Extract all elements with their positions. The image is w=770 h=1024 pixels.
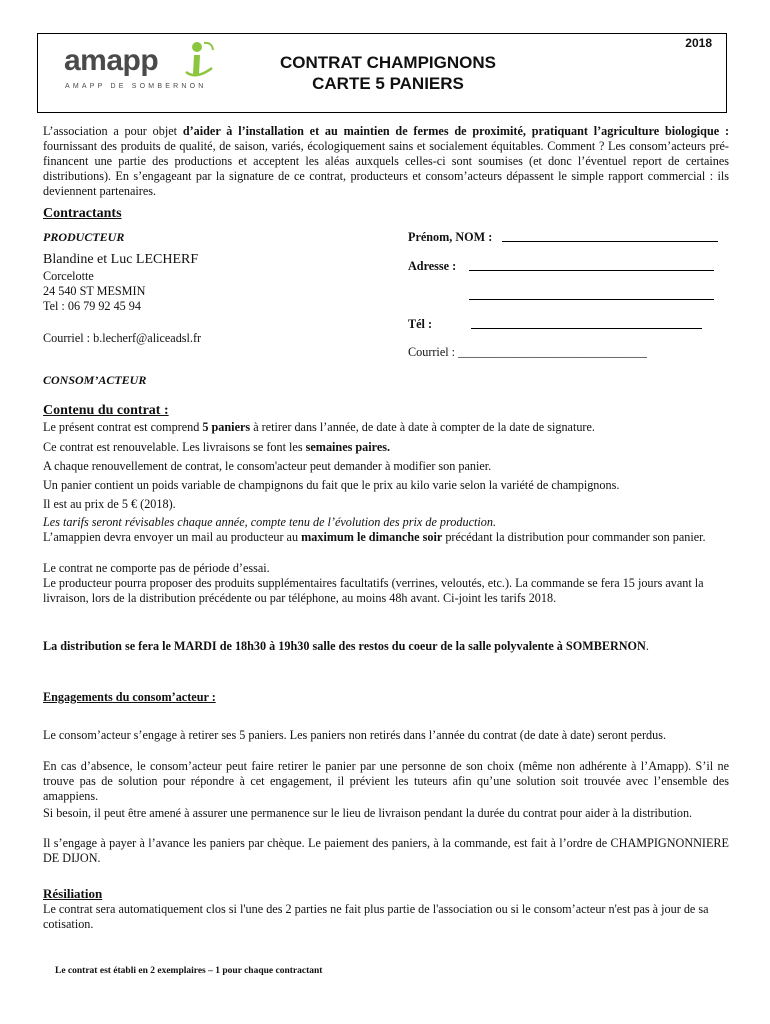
contractants-heading: Contractants — [43, 206, 122, 221]
adresse-field-2[interactable] — [469, 299, 714, 300]
courriel-field[interactable]: _______________________________ — [458, 345, 648, 359]
intro-text-a: L’association a pour objet — [43, 124, 183, 138]
year: 2018 — [685, 36, 712, 50]
contenu-line-5: Il est au prix de 5 € (2018). — [43, 497, 176, 511]
intro-text-b: fournissant des produits de qualité, de saison, variés, écologiquement sains et socialement équitables. Comment ? Les consom’acteurs pré-financent une partie des productions et acceptent les aléas auxquels celles-ci sont soumises (et donc l’éventuel report de certaines distributions). En s’engageant par la signature de ce contrat, producteurs et consom’acteurs dépassent le simple rapport commercial : ils deviennent partenaires. — [43, 139, 729, 198]
contenu-l2-a: Ce contrat est renouvelable. Les livraisons se font les — [43, 440, 306, 454]
engagements-p1: Le consom’acteur s’engage à retirer ses 5 paniers. Les paniers non retirés dans l’année du contrat (de date à date) seront perdus. — [43, 728, 666, 742]
logo-text: amapp — [64, 44, 159, 77]
courriel-row — [408, 345, 647, 360]
contenu-heading: Contenu du contrat : — [43, 403, 169, 418]
tel-label: Tél : — [408, 317, 433, 331]
distribution-end: . — [645, 639, 649, 653]
prenom-label: Prénom, NOM : — [408, 230, 493, 244]
prenom-field[interactable] — [502, 241, 718, 242]
engagements-p4: Il s’engage à payer à l’avance les paniers par chèque. Le paiement des paniers, à la commande, est fait à l’ordre de CHAMPIGNONNIERE DE DIJON. — [43, 836, 729, 865]
footer-note: Le contrat est établi en 2 exemplaires – 1 pour chaque contractant — [55, 966, 323, 976]
distribution-text: La distribution se fera le MARDI de 18h30 à 19h30 salle des restos du coeur de la salle polyvalente à SOMBERNON — [43, 639, 646, 653]
producteur-address — [43, 269, 343, 314]
logo-i-icon — [182, 40, 216, 80]
contenu-line-6: Les tarifs seront révisables chaque année, compte tenu de l’évolution des prix de production. — [43, 515, 496, 529]
contenu-l2-bold: semaines paires. — [305, 440, 391, 454]
adresse-field-1[interactable] — [469, 270, 714, 271]
contenu-l1-b: à retirer dans l’année, de date à date à compter de la date de signature. — [250, 420, 595, 434]
producteur-courriel: Courriel : b.lecherf@aliceadsl.fr — [43, 331, 202, 345]
intro-paragraph — [43, 124, 729, 199]
contenu-l1-a: Le présent contrat est comprend — [43, 420, 203, 434]
courriel-label: Courriel : — [408, 345, 456, 359]
distribution-info — [43, 639, 729, 654]
logo-subtitle: AMAPP DE SOMBERNON — [65, 83, 207, 90]
title-line-1: CONTRAT CHAMPIGNONS — [280, 53, 496, 72]
resiliation-text: Le contrat sera automatiquement clos si l'une des 2 parties ne fait plus partie de l'association ou si le consom’acteur n'est pas à jour de sa cotisation. — [43, 902, 709, 931]
producteur-addr-2: 24 540 ST MESMIN — [43, 284, 146, 298]
contenu-line-9: Le producteur pourra proposer des produits supplémentaires facultatifs (verrines, veloutés, etc.). La commande se fera 15 jours avant la livraison, lors de la distribution précédente ou par téléphone, au moins 48h avant. Ci-joint les tarifs 2018. — [43, 576, 704, 605]
document-title — [228, 52, 548, 94]
engagements-p3: Si besoin, il peut être amené à assurer une permanence sur le lieu de livraison pendant la durée du contrat pour aider à la distribution. — [43, 806, 693, 820]
contenu-line-7 — [43, 530, 729, 545]
amapp-logo — [64, 40, 214, 100]
contenu-line-2 — [43, 440, 729, 455]
intro-text-bold: d’aider à l’installation et au maintien de fermes de proximité, pratiquant l’agriculture biologique : — [182, 124, 730, 138]
contenu-line-4: Un panier contient un poids variable de champignons du fait que le prix au kilo varie selon la variété de champignons. — [43, 478, 620, 492]
tel-field[interactable] — [471, 328, 702, 329]
header-box — [37, 33, 727, 113]
producteur-tel: Tel : 06 79 92 45 94 — [43, 299, 141, 313]
contenu-l7-bold: maximum le dimanche soir — [301, 530, 443, 544]
engagements-heading: Engagements du consom’acteur : — [43, 690, 216, 704]
contenu-l7-a: L’amappien devra envoyer un mail au producteur au — [43, 530, 302, 544]
contenu-line-1 — [43, 420, 729, 435]
engagements-p2: En cas d’absence, le consom’acteur peut faire retirer le panier par une personne de son choix (même non adhérente à l’Amapp). S’il ne trouve pas de solution pour répondre à cet engagement, il prévient les tuteurs afin qu’une solution soit trouvée avec l’ensemble des amappiens. — [43, 759, 729, 803]
contenu-line-3: A chaque renouvellement de contrat, le consom'acteur peut demander à modifier son panier. — [43, 459, 492, 473]
consomacteur-label: CONSOM’ACTEUR — [43, 373, 147, 387]
contenu-l7-b: précédant la distribution pour commander son panier. — [442, 530, 706, 544]
contenu-line-8: Le contrat ne comporte pas de période d’essai. — [43, 561, 270, 575]
adresse-label: Adresse : — [408, 259, 457, 273]
resiliation-heading: Résiliation — [43, 886, 103, 901]
contenu-l1-bold: 5 paniers — [202, 420, 251, 434]
producteur-addr-1: Corcelotte — [43, 269, 94, 283]
producteur-label: PRODUCTEUR — [43, 230, 125, 244]
title-line-2: CARTE 5 PANIERS — [312, 74, 464, 93]
producteur-name: Blandine et Luc LECHERF — [43, 252, 199, 267]
